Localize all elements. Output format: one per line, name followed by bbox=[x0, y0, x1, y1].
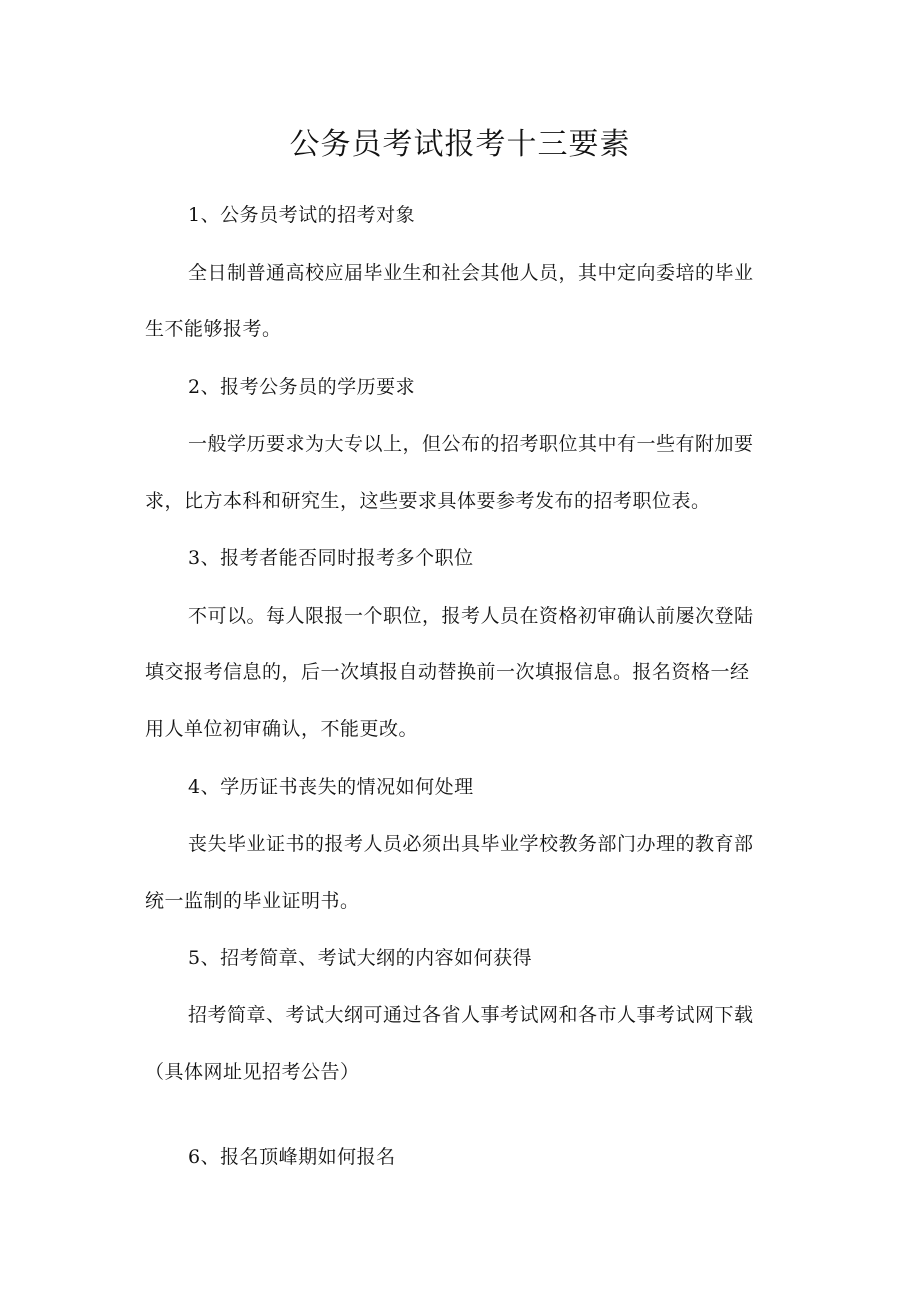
section-4-heading: 4、学历证书丧失的情况如何处理 bbox=[188, 776, 474, 798]
section-3-body-line-2: 填交报考信息的，后一次填报自动替换前一次填报信息。报名资格一经 bbox=[145, 661, 750, 683]
section-2-body-line-1: 一般学历要求为大专以上，但公布的招考职位其中有一些有附加要 bbox=[188, 433, 754, 455]
section-4-body-line-2: 统一监制的毕业证明书。 bbox=[145, 890, 360, 912]
section-5-body-line-2: （具体网址见招考公告） bbox=[145, 1061, 360, 1083]
section-2-heading: 2、报考公务员的学历要求 bbox=[188, 376, 416, 398]
section-3-body-line-1: 不可以。每人限报一个职位，报考人员在资格初审确认前屡次登陆 bbox=[188, 605, 754, 627]
section-1-body-line-1: 全日制普通高校应届毕业生和社会其他人员，其中定向委培的毕业 bbox=[188, 262, 754, 284]
document-title: 公务员考试报考十三要素 bbox=[289, 127, 631, 162]
section-1-heading: 1、公务员考试的招考对象 bbox=[188, 204, 416, 226]
section-5-body-line-1: 招考简章、考试大纲可通过各省人事考试网和各市人事考试网下载 bbox=[188, 1004, 754, 1026]
section-2-body-line-2: 求，比方本科和研究生，这些要求具体要参考发布的招考职位表。 bbox=[145, 490, 711, 512]
section-3-body-line-3: 用人单位初审确认，不能更改。 bbox=[145, 718, 419, 740]
section-5-heading: 5、招考简章、考试大纲的内容如何获得 bbox=[188, 947, 533, 969]
section-4-body-line-1: 丧失毕业证书的报考人员必须出具毕业学校教务部门办理的教育部 bbox=[188, 833, 754, 855]
section-1-body-line-2: 生不能够报考。 bbox=[145, 318, 282, 340]
section-6-heading: 6、报名顶峰期如何报名 bbox=[188, 1146, 396, 1168]
section-3-heading: 3、报考者能否同时报考多个职位 bbox=[188, 547, 474, 569]
